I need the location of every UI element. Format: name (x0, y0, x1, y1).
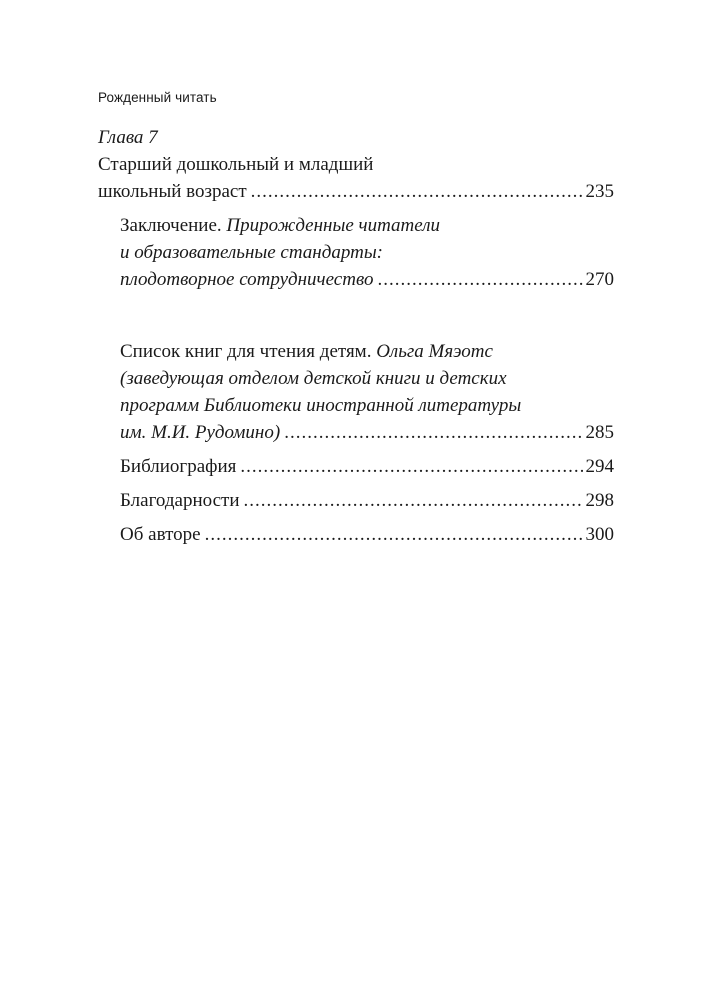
book-list-line-1 (120, 338, 614, 365)
dot-leader (244, 487, 583, 514)
acknowledgements-title: Благодарности (120, 490, 240, 511)
conclusion-italic-1: Прирожденные читатели (226, 215, 440, 236)
about-author-line (120, 521, 614, 548)
toc-entry-book-list (98, 338, 614, 446)
running-head: Рожденный читать (98, 90, 217, 105)
page-number: 235 (585, 181, 614, 202)
page-number: 285 (585, 422, 614, 443)
table-of-contents (98, 124, 614, 548)
conclusion-line-1 (120, 212, 614, 239)
book-list-italic-4: им. М.И. Рудомино) (120, 422, 281, 443)
toc-entry-bibliography (98, 453, 614, 480)
dot-leader (251, 178, 583, 205)
book-list-italic-1: Ольга Мяэотс (376, 341, 493, 362)
page-number: 270 (585, 269, 614, 290)
dot-leader (205, 521, 583, 548)
chapter-label: Глава 7 (98, 127, 158, 148)
toc-entry-about-author (98, 521, 614, 548)
toc-entry-conclusion (98, 212, 614, 293)
bibliography-line (120, 453, 614, 480)
conclusion-line-3 (120, 266, 614, 293)
page-number: 300 (585, 524, 614, 545)
book-list-line-3: программ Библиотеки иностранной литературы (120, 395, 522, 416)
toc-entry-chapter-7 (98, 124, 614, 205)
page-number: 294 (585, 456, 614, 477)
toc-entry-acknowledgements (98, 487, 614, 514)
book-list-line-4 (120, 419, 614, 446)
conclusion-italic-3: плодотворное сотрудничество (120, 269, 374, 290)
chapter-title-line-2 (98, 178, 614, 205)
book-list-prefix: Список книг для чтения детям. (120, 341, 377, 362)
dot-leader (240, 453, 582, 480)
conclusion-line-2: и образовательные стандарты: (120, 242, 384, 263)
chapter-title-text: школьный возраст (98, 181, 247, 202)
dot-leader (377, 266, 582, 293)
acknowledgements-line (120, 487, 614, 514)
bibliography-title: Библиография (120, 456, 237, 477)
page-number: 298 (585, 490, 614, 511)
chapter-title-line-1: Старший дошкольный и младший (98, 154, 374, 175)
book-list-line-2: (заведующая отделом детской книги и детских (120, 368, 507, 389)
conclusion-prefix: Заключение. (120, 215, 227, 236)
dot-leader (284, 419, 582, 446)
about-author-title: Об авторе (120, 524, 201, 545)
